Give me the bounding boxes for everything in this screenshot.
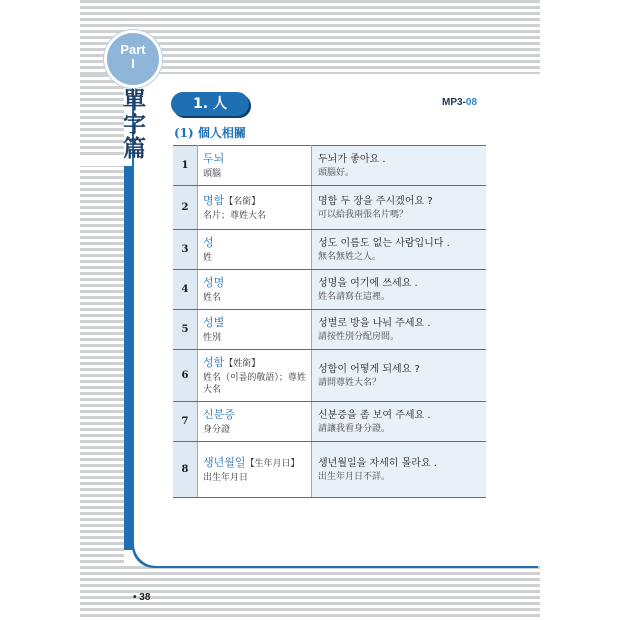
word-meaning: 頭腦 [203, 169, 222, 179]
example-korean: 생년월일을 자세히 몰라요 . [318, 457, 437, 469]
audio-prefix: MP3- [442, 97, 466, 108]
table-row [173, 350, 486, 402]
korean-word: 성명 [203, 276, 225, 289]
example-chinese: 頭腦好。 [318, 167, 355, 178]
example-chinese: 請讓我看身分證。 [318, 423, 391, 434]
korean-word-line [203, 455, 307, 472]
table-row [173, 230, 486, 270]
example-chinese: 出生年月日不詳。 [318, 471, 391, 482]
korean-word: 신분증 [203, 408, 235, 421]
table-row [173, 270, 486, 310]
word-cell [198, 270, 312, 310]
example-korean: 성별로 방을 나눠 주세요 . [318, 317, 431, 329]
row-number: 1 [173, 146, 198, 186]
korean-word: 명함 [203, 194, 225, 207]
side-accent-bar [124, 166, 134, 550]
left-stripe-band [80, 74, 124, 566]
audio-track-label [442, 97, 477, 108]
word-meaning: 姓 [203, 253, 213, 263]
row-number: 7 [173, 402, 198, 442]
hanja-origin: 【名銜】 [224, 197, 261, 207]
korean-word: 생년월일 [203, 456, 246, 469]
word-meaning: 出生年月日 [203, 473, 249, 483]
row-number: 6 [173, 350, 198, 402]
example-cell [312, 230, 487, 270]
korean-word-line [203, 407, 307, 424]
word-cell [198, 402, 312, 442]
korean-word: 성함 [203, 356, 225, 369]
word-cell [198, 442, 312, 498]
table-row [173, 146, 486, 186]
word-cell [198, 310, 312, 350]
korean-word: 성 [203, 236, 214, 249]
word-meaning: 姓名 [203, 293, 222, 303]
example-cell [312, 270, 487, 310]
part-badge [104, 30, 162, 88]
hanja-origin: 【生年月日】 [245, 459, 300, 469]
korean-word-line [203, 275, 307, 292]
part-number: I [131, 56, 135, 71]
example-korean: 성도 이름도 없는 사람입니다 . [318, 237, 450, 249]
row-number: 2 [173, 186, 198, 230]
example-chinese: 請問尊姓大名？ [318, 377, 382, 388]
vocab-table [173, 145, 486, 498]
row-number: 4 [173, 270, 198, 310]
word-meaning: 名片；尊姓大名 [203, 211, 267, 221]
example-chinese: 可以給我兩張名片嗎？ [318, 209, 409, 220]
example-cell [312, 442, 487, 498]
example-chinese: 無名無姓之人。 [318, 251, 382, 262]
korean-word-line [203, 151, 307, 168]
korean-word-line [203, 193, 307, 210]
korean-word: 두뇌 [203, 152, 225, 165]
word-cell [198, 186, 312, 230]
word-meaning: 姓名（이름的敬語）；尊姓大名 [203, 373, 306, 395]
example-cell [312, 186, 487, 230]
example-chinese: 請按性別分配房間。 [318, 331, 400, 342]
word-meaning: 身分證 [203, 425, 231, 435]
example-cell [312, 146, 487, 186]
table-row [173, 310, 486, 350]
table-row [173, 186, 486, 230]
example-korean: 성명을 여기에 쓰세요 . [318, 277, 418, 289]
part-label: Part [120, 42, 146, 57]
korean-word-line [203, 355, 307, 372]
korean-word-line [203, 235, 307, 252]
vertical-title: 單字篇 [119, 88, 145, 160]
subheading: (1) 個人相關 [174, 126, 246, 140]
page-number: • 38 [133, 592, 151, 603]
hanja-origin: 【姓銜】 [224, 359, 261, 369]
table-row [173, 402, 486, 442]
left-band-gap [80, 158, 124, 166]
example-korean: 신분증을 좀 보여 주세요 . [318, 409, 431, 421]
example-korean: 명함 두 장을 주시겠어요 ? [318, 195, 433, 207]
row-number: 5 [173, 310, 198, 350]
row-number: 8 [173, 442, 198, 498]
section-title: 1. 人 [171, 92, 249, 116]
table-row [173, 442, 486, 498]
audio-number: 08 [465, 97, 478, 108]
example-korean: 성함이 어떻게 되세요 ? [318, 363, 420, 375]
example-korean: 두뇌가 좋아요 . [318, 153, 386, 165]
korean-word-line [203, 315, 307, 332]
word-cell [198, 146, 312, 186]
example-chinese: 姓名請寫在這裡。 [318, 291, 391, 302]
korean-word: 성별 [203, 316, 225, 329]
example-cell [312, 310, 487, 350]
word-meaning: 性別 [203, 333, 222, 343]
word-cell [198, 350, 312, 402]
row-number: 3 [173, 230, 198, 270]
example-cell [312, 402, 487, 442]
example-cell [312, 350, 487, 402]
word-cell [198, 230, 312, 270]
